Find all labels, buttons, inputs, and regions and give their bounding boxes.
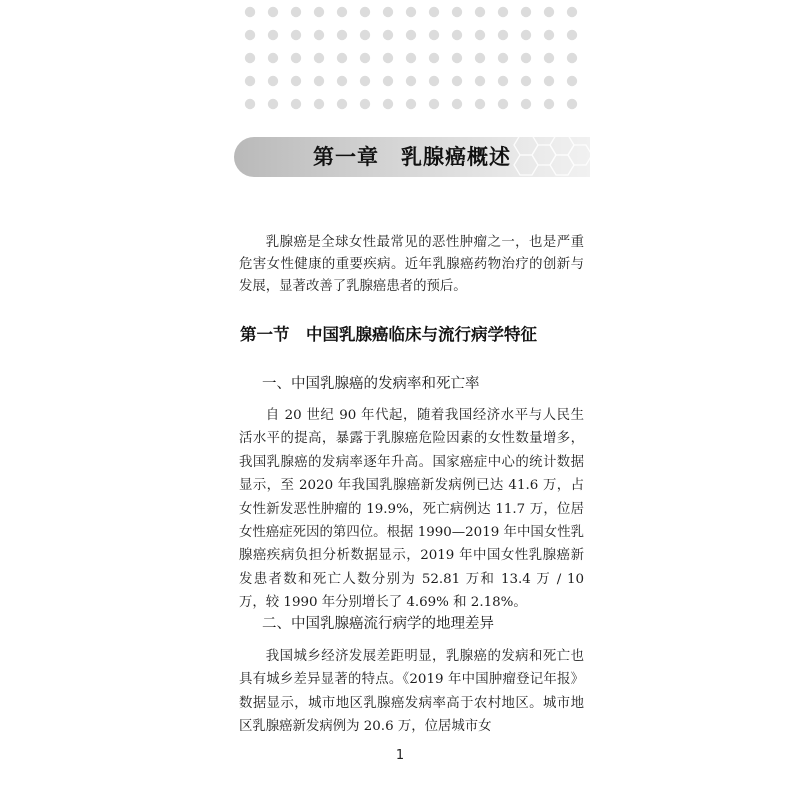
decor-dot [337,53,347,63]
decor-dot [452,53,462,63]
decor-dot [268,99,278,109]
decor-dot [567,30,577,40]
decor-dot [452,30,462,40]
decor-dot [544,53,554,63]
decor-dot [521,76,531,86]
incidence-paragraph: 自 20 世纪 90 年代起，随着我国经济水平与人民生活水平的提高，暴露于乳腺癌危险因素的女性数量增多，我国乳腺癌的发病率逐年升高。国家癌症中心的统计数据显示，至 2020 年我国乳腺癌新发病例已达 41.6 万，占女性新发恶性肿瘤的 19.9%，死亡病例达 11.7 万，位居女性癌症死因的第四位。根据 1990—2019 年中国女性乳腺癌疾病负担分析数据显示，2019 年中国女性乳腺癌新发患者数和死亡人数分别为 52.81 万和 13.4 万 / 10 万，较 1990 年分别增长了 4.69% 和 2.18%。 [239,408,584,611]
decor-dot [521,99,531,109]
decor-dot [360,30,370,40]
decor-dot [245,76,255,86]
decor-dot [475,99,485,109]
decor-dot [475,53,485,63]
decor-dot [475,76,485,86]
decor-dot [544,76,554,86]
decor-dot [360,99,370,109]
decor-dot [475,30,485,40]
decor-dot [383,76,393,86]
decor-dot [360,53,370,63]
decor-dot [429,30,439,40]
decor-dot [314,30,324,40]
decor-dot [268,30,278,40]
decor-dot [429,99,439,109]
decor-dot [314,76,324,86]
decor-dot [360,76,370,86]
decor-dot [498,53,508,63]
decor-dot [291,76,301,86]
decor-dot [383,7,393,17]
decor-dot [291,53,301,63]
decor-dot [452,99,462,109]
decor-dot [291,99,301,109]
decor-dot [314,53,324,63]
decor-dot [268,7,278,17]
decor-dot [498,99,508,109]
decor-dot [245,53,255,63]
decor-dot [314,7,324,17]
decor-dot [360,7,370,17]
decor-dot [268,53,278,63]
decor-dot [314,99,324,109]
decor-dot [245,30,255,40]
decor-dot [475,7,485,17]
decor-dot [544,7,554,17]
decor-dot [383,30,393,40]
decor-dot [567,7,577,17]
decor-dot [337,30,347,40]
decor-dot [406,53,416,63]
decor-dot [521,53,531,63]
decor-dot [567,76,577,86]
decor-dot [429,76,439,86]
subsection-title-geography: 二、中国乳腺癌流行病学的地理差异 [262,616,494,632]
decor-dot [406,30,416,40]
decor-dot [498,30,508,40]
dot-pattern-decoration [242,4,586,112]
decor-dot [383,99,393,109]
decor-dot [544,30,554,40]
geography-paragraph: 我国城乡经济发展差距明显，乳腺癌的发病和死亡也具有城乡差异显著的特点。《2019 年中国肿瘤登记年报》数据显示，城市地区乳腺癌发病率高于农村地区。城市地区乳腺癌新发病例为 20.6 万，位居城市女 [239,649,584,735]
decor-dot [498,76,508,86]
decor-dot [521,30,531,40]
decor-dot [544,99,554,109]
decor-dot [452,7,462,17]
intro-paragraph: 乳腺癌是全球女性最常见的恶性肿瘤之一，也是严重危害女性健康的重要疾病。近年乳腺癌药物治疗的创新与发展，显著改善了乳腺癌患者的预后。 [239,235,584,294]
decor-dot [567,99,577,109]
decor-dot [337,7,347,17]
decor-dot [429,53,439,63]
decor-dot [245,7,255,17]
decor-dot [337,76,347,86]
chapter-title: 第一章 乳腺癌概述 [313,145,511,169]
decor-dot [406,99,416,109]
decor-dot [268,76,278,86]
decor-dot [521,7,531,17]
decor-dot [291,7,301,17]
decor-dot [567,53,577,63]
subsection-title-incidence: 一、中国乳腺癌的发病率和死亡率 [262,376,480,392]
decor-dot [406,76,416,86]
page-number: 1 [395,748,405,763]
decor-dot [429,7,439,17]
decor-dot [452,76,462,86]
decor-dot [291,30,301,40]
decor-dot [245,99,255,109]
decor-dot [383,53,393,63]
decor-dot [337,99,347,109]
decor-dot [406,7,416,17]
decor-dot [498,7,508,17]
section-title: 第一节 中国乳腺癌临床与流行病学特征 [240,325,537,344]
